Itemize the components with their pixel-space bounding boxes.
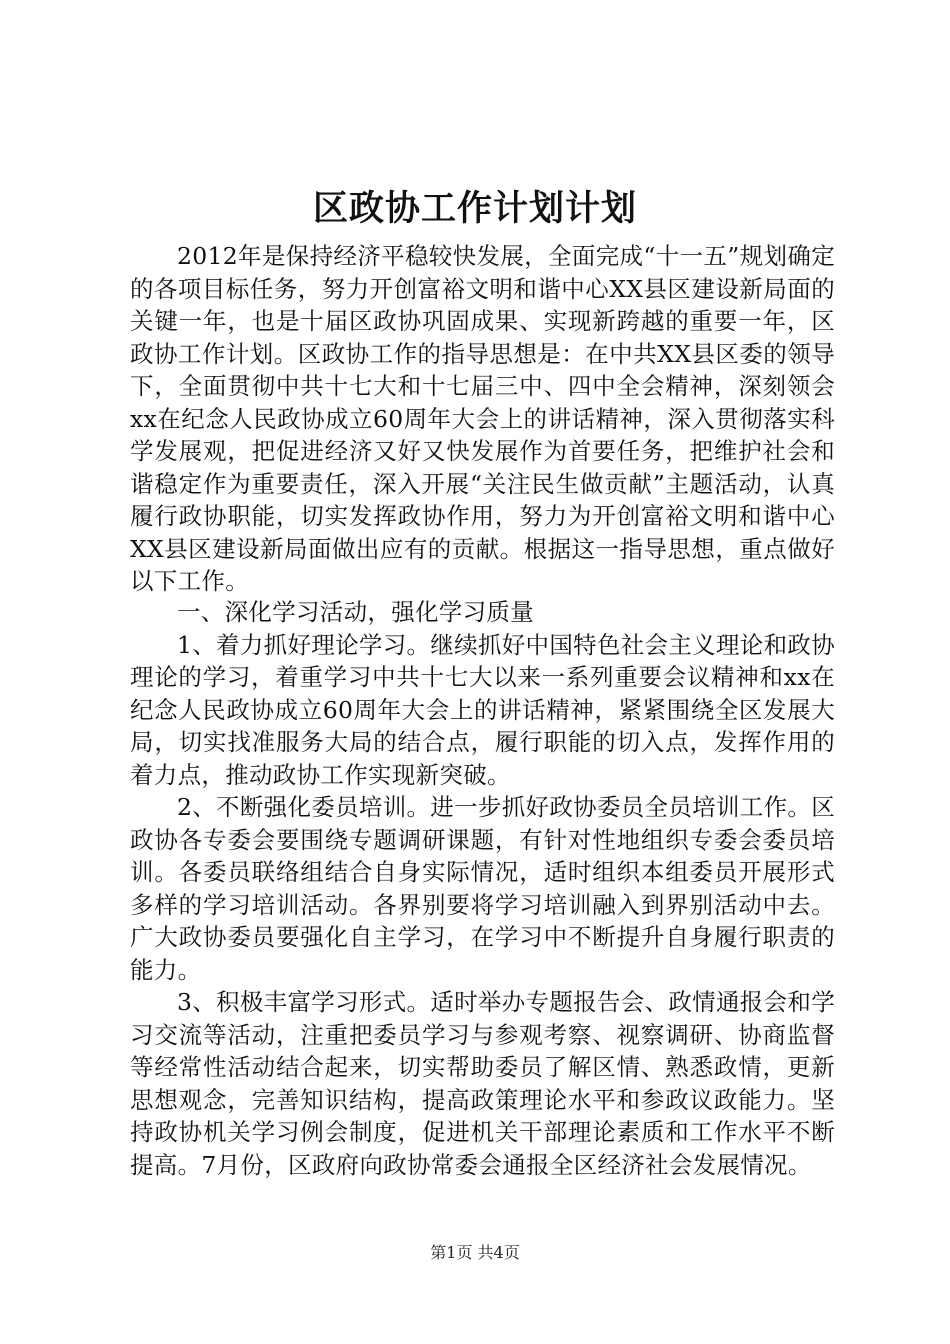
- intro-block: [130, 240, 835, 598]
- paragraph-2: 2、不断强化委员培训。进一步抓好政协委员全员培训工作。区政协各专委会要围绕专题调研课题，有针对性地组织专委会委员培训。各委员联络组结合自身实际情况，适时组织本组委员开展形式多样的学习培训活动。各界别要将学习培训融入到界别活动中去。广大政协委员要强化自主学习，在学习中不断提升自身履行职责的能力。: [130, 793, 835, 984]
- section-heading: 一、深化学习活动，强化学习质量: [177, 598, 534, 626]
- page-title: 区政协工作计划计划: [312, 188, 637, 229]
- section-block: [130, 596, 835, 1181]
- paragraph-1: 1、着力抓好理论学习。继续抓好中国特色社会主义理论和政协理论的学习，着重学习中共十七大以来一系列重要会议精神和xx在纪念人民政协成立60周年大会上的讲话精神，紧紧围绕全区发展大局，切实找准服务大局的结合点，履行职能的切入点，发挥作用的着力点，推动政协工作实现新突破。: [130, 630, 835, 789]
- intro-paragraph: 2012年是保持经济平稳较快发展，全面完成“十一五”规划确定的各项目标任务，努力开创富裕文明和谐中心XX县区建设新局面的关键一年，也是十届区政协巩固成果、实现新跨越的重要一年，区政协工作计划。区政协工作的指导思想是：在中共XX县区委的领导下，全面贯彻中共十七大和十七届三中、四中全会精神，深刻领会xx在纪念人民政协成立60周年大会上的讲话精神，深入贯彻落实科学发展观，把促进经济又好又快发展作为首要任务，把维护社会和谐稳定作为重要责任，深入开展“关注民生做贡献”主题活动，认真履行政协职能，切实发挥政协作用，努力为开创富裕文明和谐中心XX县区建设新局面做出应有的贡献。根据这一指导思想，重点做好以下工作。: [130, 242, 835, 595]
- page-footer: 第1页 共4页: [430, 1243, 520, 1262]
- paragraph-3: 3、积极丰富学习形式。适时举办专题报告会、政情通报会和学习交流等活动，注重把委员学习与参观考察、视察调研、协商监督等经常性活动结合起来，切实帮助委员了解区情、熟悉政情，更新思想观念，完善知识结构，提高政策理论水平和参政议政能力。坚持政协机关学习例会制度，促进机关干部理论素质和工作水平不断提高。7月份，区政府向政协常委会通报全区经济社会发展情况。: [130, 988, 835, 1179]
